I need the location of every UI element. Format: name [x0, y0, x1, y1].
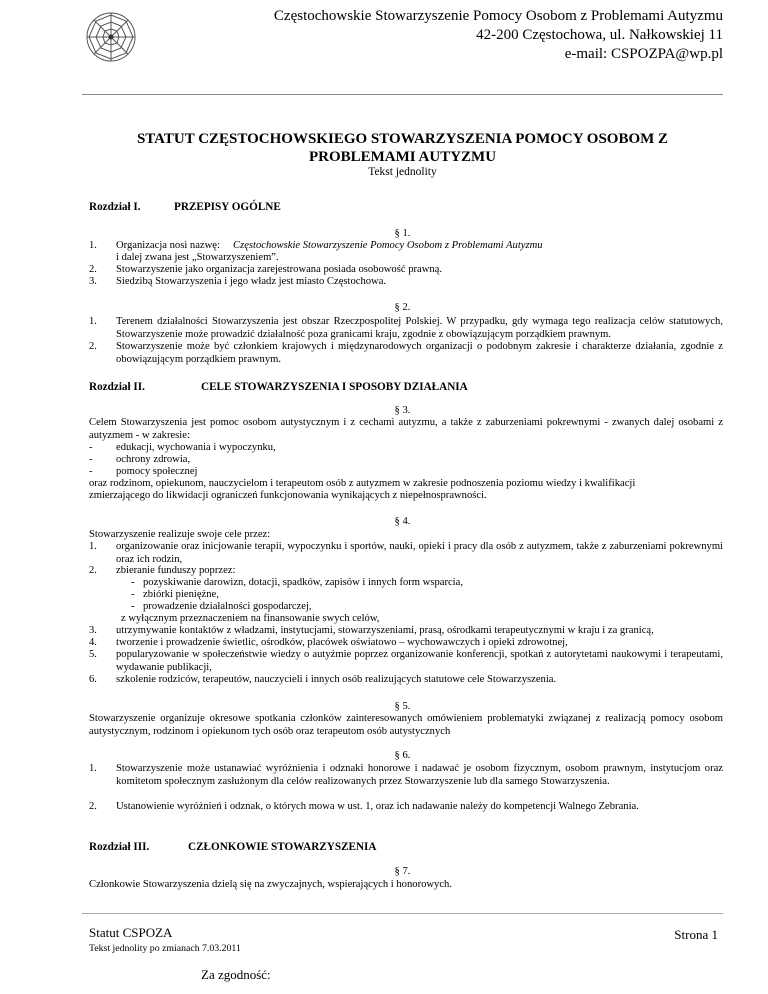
chapter-2-title: CELE STOWARZYSZENIA I SPOSOBY DZIAŁANIA [201, 381, 468, 393]
chapter-3-title: CZŁONKOWIE STOWARZYSZENIA [188, 841, 377, 853]
paragraph-4-item-2: zbieranie funduszy poprzez: [116, 565, 236, 576]
list-number: 6. [89, 674, 97, 685]
header-address: 42-200 Częstochowa, ul. Nałkowskiej 11 [476, 27, 723, 43]
paragraph-4-sub-note: z wyłącznym przeznaczeniem na finansowanie swych celów, [121, 613, 380, 624]
header-email: e-mail: CSPOZPA@wp.pl [564, 46, 723, 62]
paragraph-3-sign: § 3. [394, 405, 411, 416]
list-dash: - [131, 589, 135, 600]
paragraph-6-item-2: Ustanowienie wyróżnień i odznak, o których mowa w ust. 1, oraz ich nadawanie należy do kompetencji Walnego Zebrania. [116, 801, 639, 812]
list-dash: - [89, 466, 93, 477]
footer-divider [82, 913, 723, 914]
list-number: 1. [89, 316, 97, 327]
paragraph-4-sign: § 4. [394, 516, 411, 527]
footer-page-number: Strona 1 [674, 927, 718, 942]
paragraph-4-item-6: szkolenie rodziców, terapeutów, nauczycieli i innych osób realizujących statutowe cele Stowarzyszenia. [116, 674, 557, 685]
paragraph-7-text: Członkowie Stowarzyszenia dzielą się na zwyczajnych, wspierających i honorowych. [89, 879, 452, 890]
paragraph-6-item-1: Stowarzyszenie może ustanawiać wyróżnienia i odznaki honorowe i nadawać je osobom fizycznym, osobom prawnym, instytucjom oraz komitetom społecznym zasłużonym dla celów realizowanych przez Stowarzyszenie lub dla samego Stowarzyszenia. [116, 763, 723, 787]
paragraph-6-sign: § 6. [394, 750, 411, 761]
header-org-name: Częstochowskie Stowarzyszenie Pomocy Osobom z Problemami Autyzmu [273, 8, 723, 24]
paragraph-7-sign: § 7. [394, 866, 411, 877]
paragraph-5-sign: § 5. [394, 701, 411, 712]
list-number: 1. [89, 541, 97, 552]
paragraph-1-item-1-a: Organizacja nosi nazwę: [116, 240, 220, 251]
paragraph-3-bullet-2: ochrony zdrowia, [116, 454, 191, 465]
paragraph-1-item-1-c: i dalej zwana jest „Stowarzyszeniem”. [116, 252, 279, 263]
paragraph-4-sub-2: zbiórki pieniężne, [143, 589, 219, 600]
list-dash: - [131, 577, 135, 588]
list-number: 2. [89, 264, 97, 275]
list-number: 3. [89, 625, 97, 636]
list-number: 2. [89, 565, 97, 576]
paragraph-1-sign: § 1. [394, 228, 411, 239]
list-number: 1. [89, 763, 97, 774]
list-dash: - [131, 601, 135, 612]
paragraph-2-sign: § 2. [394, 302, 411, 313]
list-dash: - [89, 442, 93, 453]
footer-document-name: Statut CSPOZA [89, 925, 173, 940]
list-number: 3. [89, 276, 97, 287]
list-number: 2. [89, 801, 97, 812]
list-number: 5. [89, 649, 97, 660]
organization-name: Częstochowskie Stowarzyszenie Pomocy Osobom z Problemami Autyzmu [233, 240, 543, 251]
list-dash: - [89, 454, 93, 465]
paragraph-3-bullet-1: edukacji, wychowania i wypoczynku, [116, 442, 276, 453]
footer-sign-label: Za zgodność: [201, 967, 271, 982]
list-number: 4. [89, 637, 97, 648]
header-divider [82, 94, 723, 95]
chapter-3-label: Rozdział III. [89, 841, 150, 853]
paragraph-4-item-4: tworzenie i prowadzenie świetlic, ośrodków, placówek oświatowo – wychowawczych i opieki zdrowotnej, [116, 637, 568, 648]
chapter-1-label: Rozdział I. [89, 201, 141, 213]
list-number: 2. [89, 341, 97, 352]
chapter-2-label: Rozdział II. [89, 381, 145, 393]
document-title-line1: STATUT CZĘSTOCHOWSKIEGO STOWARZYSZENIA POMOCY OSOBOM Z [136, 131, 669, 147]
paragraph-1-item-2: Stowarzyszenie jako organizacja zarejestrowana posiada osobowość prawną. [116, 264, 443, 275]
paragraph-2-item-1: Terenem działalności Stowarzyszenia jest obszar Rzeczpospolitej Polskiej. W przypadku, gdy wymaga tego realizacja celów statutowych, Stowarzyszenie może prowadzić działalność poza granicami kraju, zgodnie z obowiązującym porządkiem prawnym. [116, 316, 723, 340]
paragraph-4-sub-3: prowadzenie działalności gospodarczej, [143, 601, 312, 612]
paragraph-4-item-3: utrzymywanie kontaktów z władzami, instytucjami, stowarzyszeniami, prasą, ośrodkami terapeutycznymi w kraju i za granicą, [116, 625, 654, 636]
paragraph-4-item-1: organizowanie oraz inicjowanie terapii, wypoczynku i sportów, nauki, opieki i pracy dla osób z autyzmem, także z zaburzeniami pokrewnymi oraz ich rodzin, [116, 541, 723, 565]
paragraph-3-outro-2: zmierzającego do likwidacji ograniczeń funkcjonowania wynikających z niepełnosprawności. [89, 490, 487, 501]
footer-version: Tekst jednolity po zmianach 7.03.2011 [89, 943, 241, 954]
list-number: 1. [89, 240, 97, 251]
logo [85, 11, 137, 63]
paragraph-3-bullet-3: pomocy społecznej [116, 466, 198, 477]
paragraph-3-outro-1: oraz rodzinom, opiekunom, nauczycielom i terapeutom osób z autyzmem w zakresie podnoszenia poziomu wiedzy i kwalifikacji [89, 478, 636, 489]
paragraph-4-sub-1: pozyskiwanie darowizn, dotacji, spadków, zapisów i innych form wsparcia, [143, 577, 463, 588]
chapter-1-title: PRZEPISY OGÓLNE [174, 201, 281, 213]
paragraph-1-item-3: Siedzibą Stowarzyszenia i jego władz jest miasto Częstochowa. [116, 276, 387, 287]
paragraph-4-intro: Stowarzyszenie realizuje swoje cele przez: [89, 529, 271, 540]
paragraph-3-intro: Celem Stowarzyszenia jest pomoc osobom autystycznym i z cechami autyzmu, a także z zaburzeniami pokrewnymi - zwanych dalej osobami z autyzmem - w zakresie: [89, 417, 723, 441]
document-title-line2: PROBLEMAMI AUTYZMU [308, 149, 497, 165]
document-subtitle: Tekst jednolity [368, 166, 437, 178]
paragraph-4-item-5: popularyzowanie w społeczeństwie wiedzy o autyźmie poprzez organizowanie konferencji, spotkań z autorytetami naukowymi i terapeutami, wydawanie publikacji, [116, 649, 723, 673]
paragraph-5-text: Stowarzyszenie organizuje okresowe spotkania członków zainteresowanych omówieniem problematyki związanej z realizacją pomocy osobom autystycznym, rodzinom i opiekunom tych osób oraz terapeutom osób autystycznych [89, 713, 723, 737]
paragraph-2-item-2: Stowarzyszenie może być członkiem krajowych i międzynarodowych organizacji o podobnym zakresie i charakterze działania, zgodnie z obowiązującym porządkiem prawnym. [116, 341, 723, 365]
